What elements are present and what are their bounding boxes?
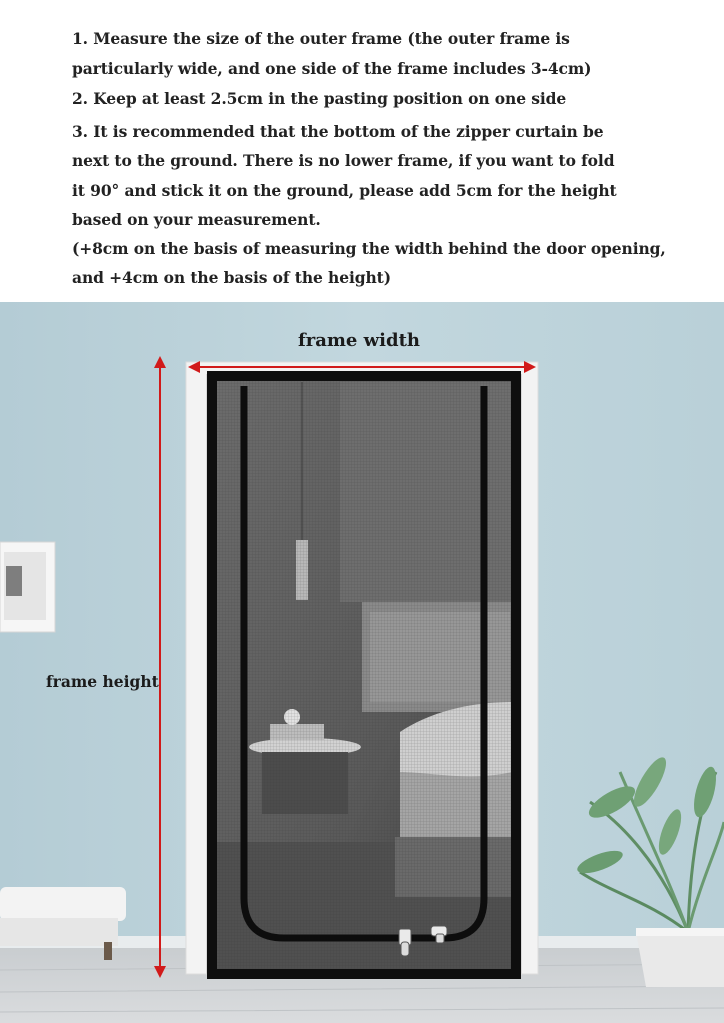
room-scene <box>0 302 724 1023</box>
instruction-line-7: based on your measurement. <box>72 210 321 229</box>
door-illustration <box>0 302 724 1023</box>
instruction-line-1: 1. Measure the size of the outer frame (the outer frame is <box>72 29 570 48</box>
instruction-line-2: particularly wide, and one side of the frame includes 3-4cm) <box>72 59 592 78</box>
frame-height-label: frame height <box>46 672 159 691</box>
wall-picture <box>0 542 55 632</box>
instruction-line-8: (+8cm on the basis of measuring the width behind the door opening, <box>72 239 666 258</box>
frame-width-label: frame width <box>298 330 420 351</box>
screen-mesh <box>212 376 516 974</box>
instruction-line-9: and +4cm on the basis of the height) <box>72 268 391 287</box>
instruction-line-5: next to the ground. There is no lower frame, if you want to fold <box>72 151 615 170</box>
instructions-panel <box>0 0 724 302</box>
instruction-line-3: 2. Keep at least 2.5cm in the pasting position on one side <box>72 89 567 108</box>
instruction-line-4: 3. It is recommended that the bottom of the zipper curtain be <box>72 122 604 141</box>
instruction-line-6: it 90° and stick it on the ground, please add 5cm for the height <box>72 181 617 200</box>
